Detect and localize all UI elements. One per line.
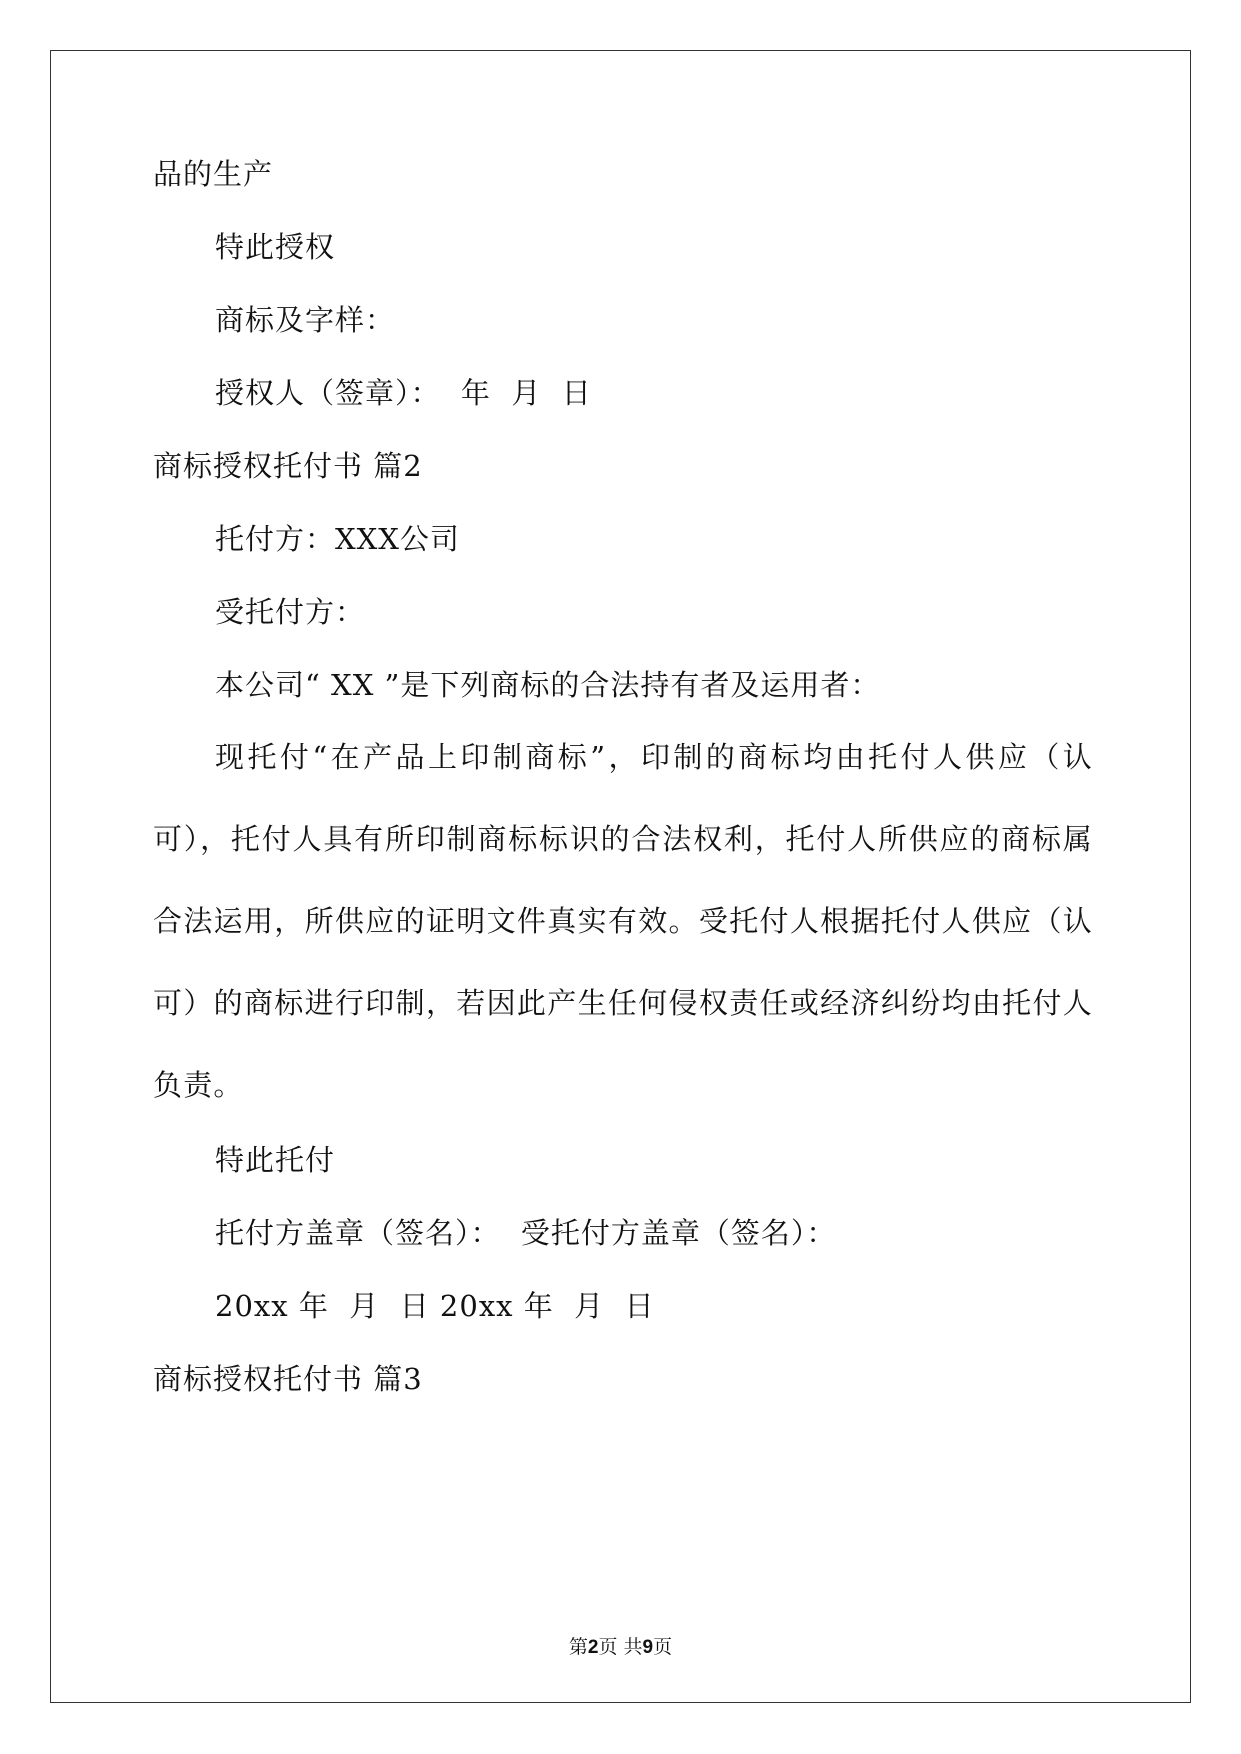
section-heading: 商标授权托付书 篇3 <box>153 1362 423 1396</box>
text-line: 特此授权 <box>215 230 336 264</box>
text-line: 授权人（签章）： 年 月 日 <box>215 376 592 410</box>
footer-mid: 页 共 <box>598 1636 643 1658</box>
footer-prefix: 第 <box>568 1636 588 1658</box>
text-line: 本公司“ XX ”是下列商标的合法持有者及运用者： <box>215 668 881 702</box>
footer-suffix: 页 <box>653 1636 673 1658</box>
section-heading: 商标授权托付书 篇2 <box>153 449 423 483</box>
text-line: 受托付方： <box>215 595 366 629</box>
text-line: 特此托付 <box>215 1143 336 1177</box>
current-page-number: 2 <box>587 1637 599 1658</box>
body-paragraph: 现托付“在产品上印制商标”，印制的商标均由托付人供应（认可），托付人具有所印制商标标识的合法权利，托付人所供应的商标属合法运用，所供应的证明文件真实有效。受托付人根据托付人供应（认可）的商标进行印制，若因此产生任何侵权责任或经济纠纷均由托付人负责。 <box>153 740 1093 1102</box>
text-line: 商标及字样： <box>215 303 396 337</box>
text-line: 品的生产 <box>153 157 274 191</box>
page-footer <box>0 1632 1241 1659</box>
text-line: 托付方：XXX公司 <box>215 522 460 556</box>
total-page-number: 9 <box>642 1637 654 1658</box>
date-line: 20xx 年 月 日 20xx 年 月 日 <box>215 1289 655 1323</box>
signature-line: 托付方盖章（签名）： 受托付方盖章（签名）： <box>215 1216 837 1250</box>
